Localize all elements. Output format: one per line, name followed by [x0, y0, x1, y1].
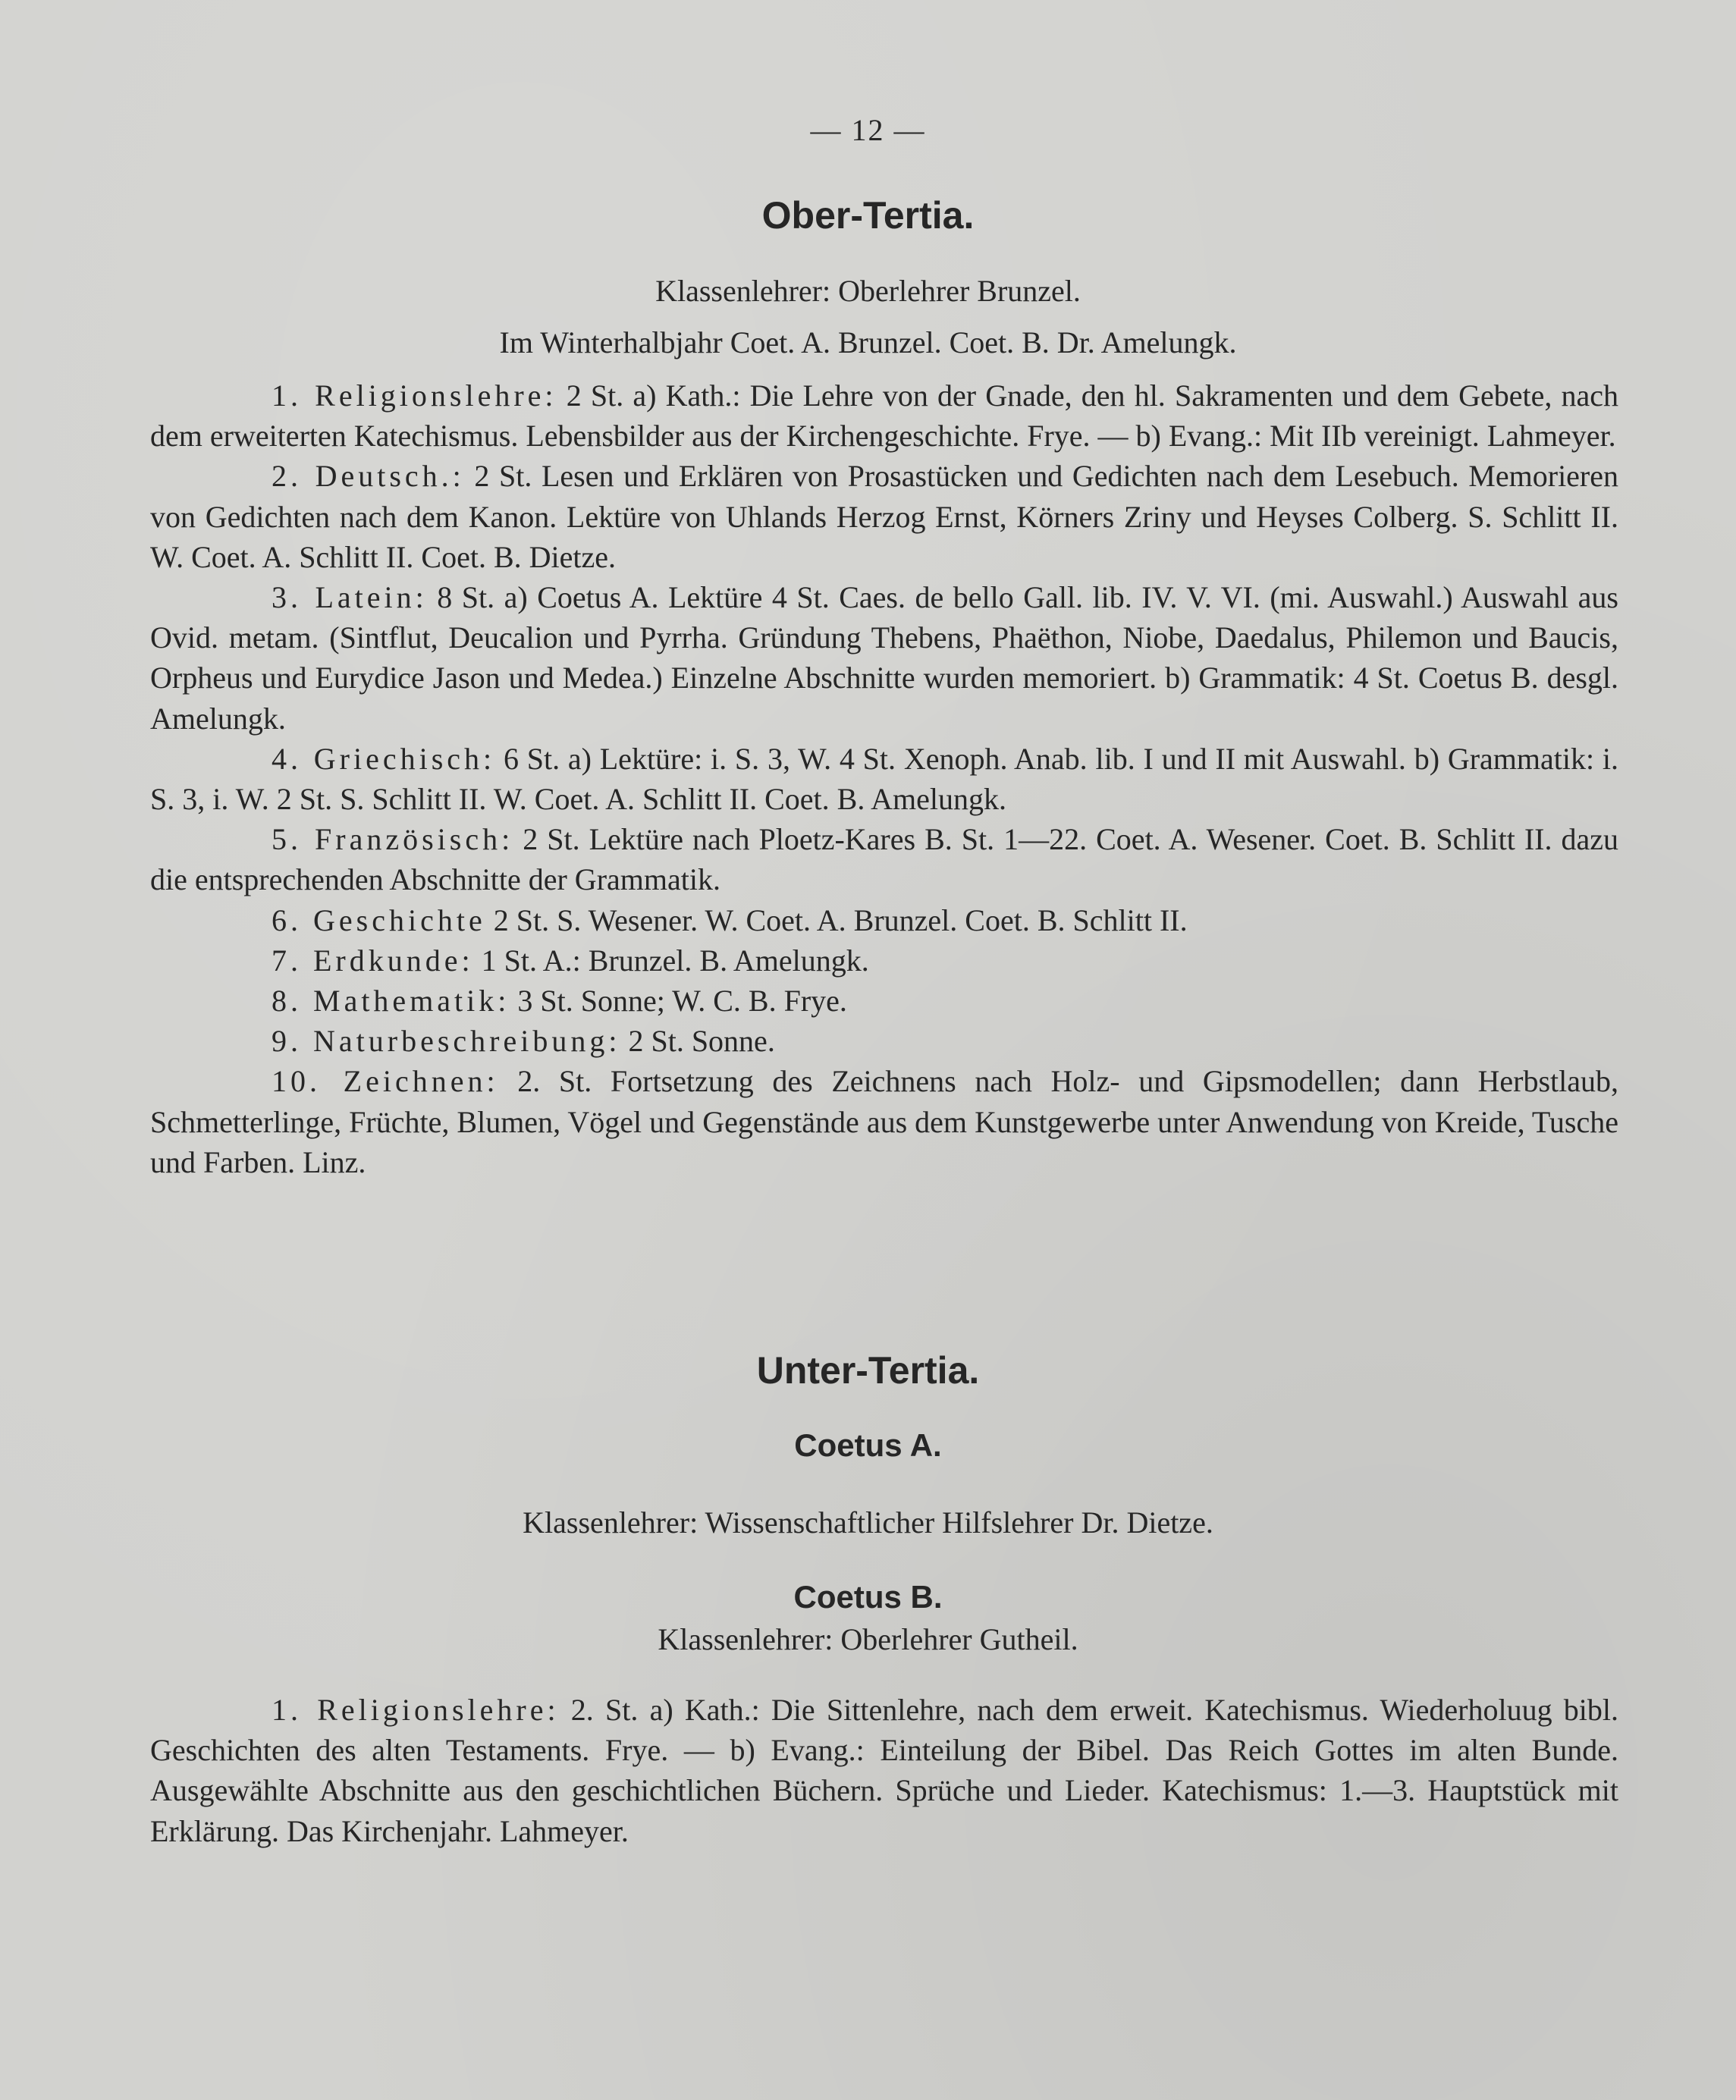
coetus-b-class-teacher: Klassenlehrer: Oberlehrer Gutheil.: [658, 1622, 1078, 1656]
curriculum-item: [150, 1021, 1618, 1061]
subject-text: 2. St. a) Kath.: Die Sittenlehre, nach dem erweit. Katechismus. Wiederholuug bibl. Geschichten des alten Testaments. Frye. — b) Evang.: Einteilung der Bibel. Das Reich Gottes im alten Bunde. Ausgewählte Abschnitte aus den geschichtlichen Büchern. Sprüche und Lieder. Katechismus: 1.—3. Hauptstück mit Erklärung. Das Kirchenjahr. Lahmeyer.: [150, 1693, 1619, 1848]
curriculum-item: [150, 940, 1618, 981]
unter-tertia-curriculum: [150, 1690, 1618, 1851]
section-title-ober-tertia: Ober-Tertia.: [761, 194, 975, 237]
subject-label: 10. Zeichnen:: [272, 1064, 499, 1099]
curriculum-item: [150, 577, 1618, 739]
coetus-a-class-teacher: Klassenlehrer: Wissenschaftlicher Hilfslehrer Dr. Dietze.: [523, 1505, 1213, 1540]
curriculum-item: [150, 1690, 1618, 1851]
curriculum-item: [150, 456, 1618, 577]
section-title-unter-tertia: Unter-Tertia.: [756, 1349, 980, 1392]
subject-text: 6 St. a) Lektüre: i. S. 3, W. 4 St. Xenoph. Anab. lib. I und II mit Auswahl. b) Grammatik: i. S. 3, i. W. 2 St. S. Schlitt II. W. Coet. A. Schlitt II. Coet. B. Amelungk.: [150, 741, 1618, 817]
subject-label: 1. Religionslehre:: [272, 378, 557, 413]
subject-label: 3. Latein:: [272, 580, 428, 615]
subject-text: 1 St. A.: Brunzel. B. Amelungk.: [473, 943, 869, 978]
coetus-b-title: Coetus B.: [793, 1579, 943, 1615]
ober-tertia-winter-term: Im Winterhalbjahr Coet. A. Brunzel. Coet. B. Dr. Amelungk.: [499, 325, 1237, 359]
subject-label: 5. Französisch:: [272, 822, 514, 857]
subject-text: 2. St. Fortsetzung des Zeichnens nach Holz- und Gipsmodellen; dann Herbstlaub, Schmetterlinge, Früchte, Blumen, Vögel und Gegenstände aus dem Kunstgewerbe unter Anwendung von Kreide, Tusche und Farben. Linz.: [150, 1064, 1619, 1179]
subject-text: 2 St. Lektüre nach Ploetz-Kares B. St. 1—22. Coet. A. Wesener. Coet. B. Schlitt II. dazu die entsprechenden Abschnitte der Grammatik.: [150, 822, 1619, 897]
curriculum-item: [150, 819, 1618, 899]
subject-text: 2 St. S. Wesener. W. Coet. A. Brunzel. Coet. B. Schlitt II.: [485, 902, 1188, 937]
ober-tertia-curriculum: [150, 375, 1618, 1182]
curriculum-item: [150, 375, 1618, 456]
subject-label: 1. Religionslehre:: [272, 1693, 560, 1727]
curriculum-item: [150, 739, 1618, 819]
subject-text: 3 St. Sonne; W. C. B. Frye.: [510, 984, 847, 1019]
subject-label: 7. Erdkunde:: [272, 943, 474, 978]
ober-tertia-class-teacher: Klassenlehrer: Oberlehrer Brunzel.: [655, 274, 1081, 308]
subject-label: 9. Naturbeschreibung:: [272, 1024, 621, 1059]
subject-text: 2 St. Lesen und Erklären von Prosastücken und Gedichten nach dem Lesebuch. Memorieren von Gedichten nach dem Kanon. Lektüre von Uhlands Herzog Ernst, Körners Zriny und Heyses Colberg. S. Schlitt II. W. Coet. A. Schlitt II. Coet. B. Dietze.: [150, 459, 1619, 574]
subject-label: 8. Mathematik:: [272, 984, 510, 1019]
coetus-a-title: Coetus A.: [794, 1427, 942, 1463]
curriculum-item: [150, 981, 1618, 1021]
subject-text: 2 St. a) Kath.: Die Lehre von der Gnade, den hl. Sakramenten und dem Gebete, nach dem erweiterten Katechismus. Lebensbilder aus der Kirchengeschichte. Frye. — b) Evang.: Mit IIb vereinigt. Lahmeyer.: [150, 378, 1618, 454]
curriculum-item: [150, 1061, 1618, 1182]
subject-text: 8 St. a) Coetus A. Lektüre 4 St. Caes. de bello Gall. lib. IV. V. VI. (mi. Auswahl.) Auswahl aus Ovid. metam. (Sintflut, Deucalion und Pyrrha. Gründung Thebens, Phaëthon, Niobe, Daedalus, Philemon und Baucis, Orpheus und Eurydice Jason und Medea.) Einzelne Abschnitte wurden memoriert. b) Grammatik: 4 St. Coetus B. desgl. Amelungk.: [150, 580, 1618, 736]
curriculum-item: [150, 900, 1618, 940]
subject-text: 2 St. Sonne.: [620, 1024, 775, 1059]
subject-label: 6. Geschichte: [272, 902, 486, 937]
subject-label: 2. Deutsch.:: [272, 459, 465, 494]
page-number: — 12 —: [810, 113, 926, 147]
subject-label: 4. Griechisch:: [272, 741, 496, 776]
